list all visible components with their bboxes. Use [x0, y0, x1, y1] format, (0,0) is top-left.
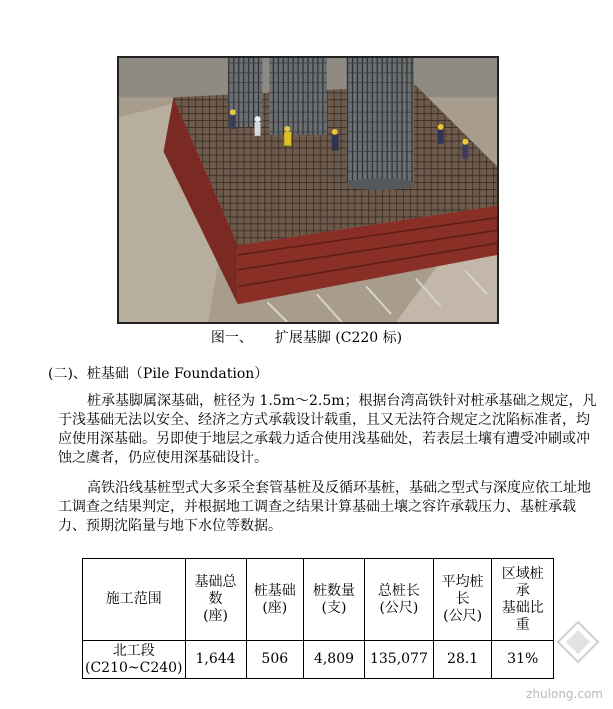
header-ratio: 区域桩 承 基础比 重 [492, 559, 554, 641]
cell-pile-foundation: 506 [246, 641, 303, 679]
figure-caption [0, 329, 613, 347]
construction-photo-image [119, 58, 497, 322]
header-avg-length: 平均桩 长 (公尺) [433, 559, 492, 641]
zhulong-logo-icon [556, 620, 600, 664]
header-total: 基础总 数 (座) [185, 559, 246, 641]
cell-range: 北工段 (C210~C240) [83, 641, 186, 679]
pile-foundation-table [82, 558, 554, 679]
header-pile-foundation: 桩基础 (座) [246, 559, 303, 641]
paragraph-pile-definition: 桩承基脚属深基础，桩径为 1.5m～2.5m；根据台湾高铁针对桩承基础之规定，凡于浅基础无法以安全、经济之方式承载设计载重，且又无法符合规定之沈陷标准者，均应使用深基础。另即使于地层之承载力适合使用浅基础处，若表层土壤有遭受冲刷或冲蚀之虞者，仍应使用深基础设计。 [58, 393, 597, 466]
header-range: 施工范围 [83, 559, 186, 641]
header-total-length: 总桩长 (公尺) [365, 559, 434, 641]
table-header-row [83, 559, 554, 641]
paragraph-pile-types: 高铁沿线基桩型式大多采全套管基桩及反循环基桩，基础之型式与深度应依工址地工调查之结果判定，并根据地工调查之结果计算基础土壤之容许承载压力、基桩承载力、预期沈陷量与地下水位等数据。 [58, 480, 591, 534]
cell-avg-length: 28.1 [433, 641, 492, 679]
header-pile-count: 桩数量 (支) [303, 559, 364, 641]
cell-total-length: 135,077 [365, 641, 434, 679]
cell-pile-count: 4,809 [303, 641, 364, 679]
figure-title: 扩展基脚 (C220 标) [274, 330, 403, 346]
watermark-text: zhulong.com [526, 687, 603, 701]
section-heading: (二)、桩基础（Pile Foundation） [48, 366, 269, 382]
table-row [83, 641, 554, 679]
cell-total: 1,644 [185, 641, 246, 679]
construction-photo [117, 56, 499, 324]
figure-number: 图一、 [210, 330, 253, 346]
cell-ratio: 31% [492, 641, 554, 679]
